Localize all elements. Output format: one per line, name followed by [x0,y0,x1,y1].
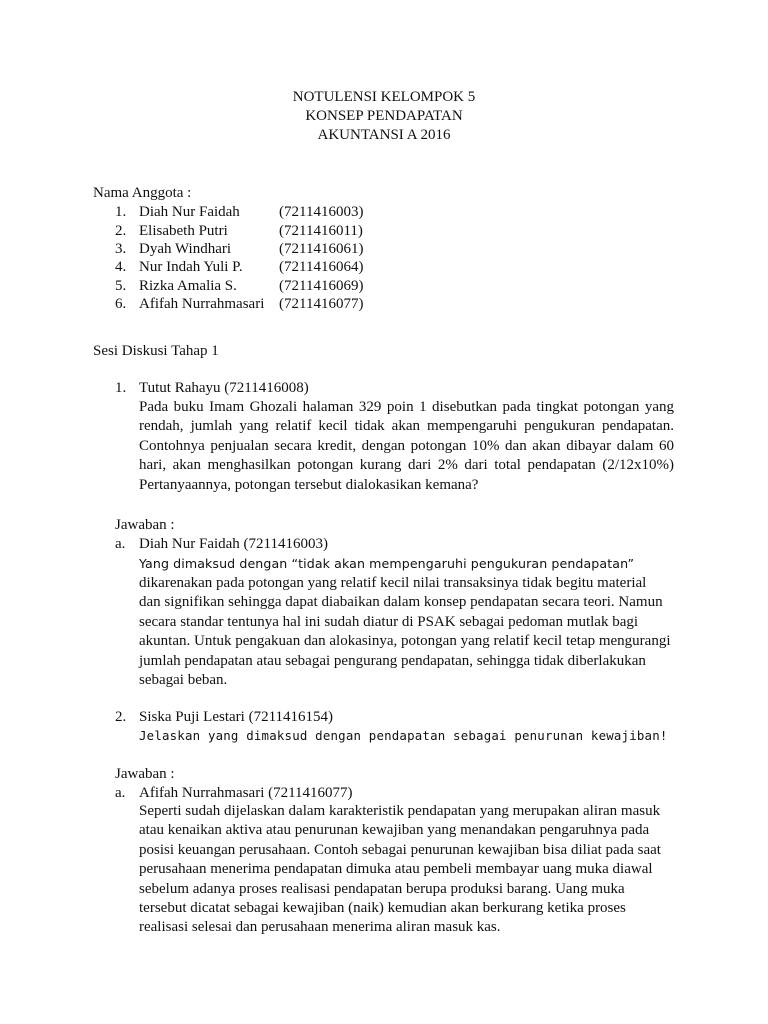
member-number: 4. [115,259,127,275]
doc-title: NOTULENSI KELOMPOK 5 [292,89,476,105]
answer-label: Jawaban : [115,517,175,533]
member-id: (7211416064) [279,259,364,275]
member-id: (7211416077) [279,296,364,312]
member-id: (7211416069) [279,278,364,294]
question-text: Pada buku Imam Ghozali halaman 329 poin 1 disebutkan pada tingkat potongan yang rendah, jumlah yang relatif kecil tidak akan mempengaruhi pengukuran pendapatan. Contohnya penjualan secara kredit, dengan potongan 10% dan akan dibayar dalam 60 hari, akan menghasilkan potongan kurang dari 2% dari total pendapatan (2/12x10%) Pertanyaannya, potongan tersebut dialokasikan kemana? [139,399,674,493]
member-number: 2. [115,223,127,239]
member-id: (7211416011) [279,223,363,239]
question-number: 2. [115,709,127,725]
session-title: Sesi Diskusi Tahap 1 [93,343,219,359]
member-id: (7211416061) [279,241,364,257]
member-number: 5. [115,278,127,294]
doc-subtitle: KONSEP PENDAPATAN [305,108,463,124]
member-name: Afifah Nurrahmasari [139,296,265,312]
member-number: 3. [115,241,127,257]
question-text: Jelaskan yang dimaksud dengan pendapatan sebagai penurunan kewajiban! [139,728,668,743]
question-asker: Tutut Rahayu (7211416008) [139,380,309,396]
member-name: Nur Indah Yuli P. [139,259,243,275]
member-number: 6. [115,296,127,312]
member-name: Rizka Amalia S. [139,278,237,294]
answer-letter: a. [115,536,126,552]
answer-author: Diah Nur Faidah (7211416003) [139,536,328,552]
answer-quote: Yang dimaksud dengan “tidak akan mempengaruhi pengukuran pendapatan” [139,556,635,571]
question-number: 1. [115,380,127,396]
answer-label: Jawaban : [115,766,175,782]
answer-author: Afifah Nurrahmasari (7211416077) [139,785,353,801]
member-name: Dyah Windhari [139,241,232,257]
member-id: (7211416003) [279,204,364,220]
answer-letter: a. [115,785,126,801]
doc-class: AKUNTANSI A 2016 [317,127,451,143]
member-name: Elisabeth Putri [139,223,228,239]
answer-text: dikarenakan pada potongan yang relatif kecil nilai transaksinya tidak begitu material dan signifikan sehingga dapat diabaikan dalam konsep pendapatan secara teori. Namun secara standar tentunya hal ini sudah diatur di PSAK sebagai pedoman mutlak bagi akuntan. Untuk pengakuan dan alokasinya, potongan yang relatif kecil tetap mengurangi jumlah pendapatan atau sebagai pengurang pendapatan, sehingga tidak diberlakukan sebagai beban. [139,575,671,689]
question-asker: Siska Puji Lestari (7211416154) [139,709,334,725]
member-name: Diah Nur Faidah [139,204,240,220]
answer-text: Seperti sudah dijelaskan dalam karakteristik pendapatan yang merupakan aliran masuk atau kenaikan aktiva atau penurunan kewajiban yang menandakan pengaruhnya pada posisi keuangan perusahaan. Contoh sebagai penurunan kewajiban bisa diliat pada saat perusahaan menerima pendapatan dimuka atau pembeli membayar uang muka diawal sebelum adanya proses realisasi pendapatan berupa produksi barang. Uang muka tersebut dicatat sebagai kewajiban (naik) kemudian akan berkurang ketika proses realisasi selesai dan perusahaan menerima aliran masuk kas. [139,803,661,936]
members-label: Nama Anggota : [93,185,192,201]
member-number: 1. [115,204,127,220]
